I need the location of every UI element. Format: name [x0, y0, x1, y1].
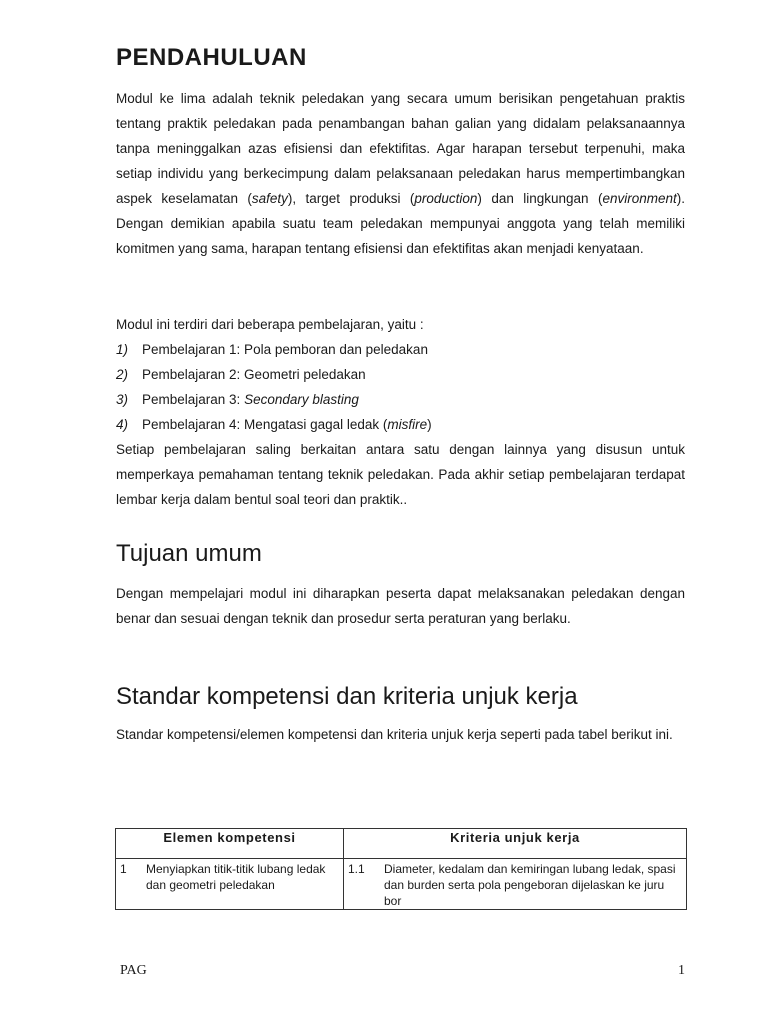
list-item-text: Pembelajaran 3:	[142, 392, 245, 407]
list-item-text: Pembelajaran 1: Pola pemboran dan peledakan	[142, 342, 428, 357]
kriteria-number: 1.1	[348, 862, 365, 876]
page-number: 1	[678, 963, 685, 978]
intro-paragraph	[116, 86, 685, 261]
list-item-number: 4)	[116, 417, 129, 432]
modules-closing: Setiap pembelajaran saling berkaitan antara satu dengan lainnya yang disusun untuk memperkaya pemahaman tentang teknik peledakan. Pada akhir setiap pembelajaran terdapat lembar kerja dalam bentul soal teori dan praktik..	[116, 442, 685, 507]
list-item	[116, 387, 685, 412]
table-header-elemen: Elemen kompetensi	[116, 829, 344, 859]
intro-environment: environment	[602, 191, 677, 206]
modules-lead: Modul ini terdiri dari beberapa pembelajaran, yaitu :	[116, 317, 424, 332]
elemen-text: Menyiapkan titik-titik lubang ledak dan geometri peledakan	[146, 862, 326, 892]
list-item-text: Pembelajaran 4: Mengatasi gagal ledak (	[142, 417, 388, 432]
list-item-text: Pembelajaran 2: Geometri peledakan	[142, 367, 366, 382]
list-item-emphasis: misfire	[387, 417, 428, 432]
list-item-number: 1)	[116, 342, 129, 357]
list-item-number: 2)	[116, 367, 129, 382]
intro-text-4: ). Dengan demikian apabila suatu team peledakan mempunyai anggota yang telah memiliki komitmen yang sama, harapan tentang efisiensi dan efektifitas akan menjadi kenyataan.	[116, 191, 685, 256]
table-cell-kriteria	[344, 859, 687, 910]
list-item-after: )	[427, 417, 432, 432]
elemen-number: 1	[120, 862, 127, 876]
intro-text-3: ) dan lingkungan (	[477, 191, 603, 206]
intro-safety: safety	[251, 191, 288, 206]
table-row	[116, 859, 687, 910]
intro-production: production	[414, 191, 478, 206]
tujuan-heading: Tujuan umum	[116, 540, 262, 567]
footer-left: PAG	[120, 963, 147, 978]
modules-list	[116, 337, 685, 437]
list-item	[116, 362, 685, 387]
standar-heading: Standar kompetensi dan kriteria unjuk kerja	[116, 683, 578, 710]
list-item	[116, 337, 685, 362]
kriteria-text: Diameter, kedalam dan kemiringan lubang ledak, spasi dan burden serta pola pengeboran dijelaskan ke juru bor	[384, 862, 676, 908]
list-item-emphasis: Secondary blasting	[244, 392, 359, 407]
competency-table	[115, 828, 687, 910]
table-cell-elemen	[116, 859, 344, 910]
list-item	[116, 412, 685, 437]
tujuan-text: Dengan mempelajari modul ini diharapkan peserta dapat melaksanakan peledakan dengan benar dan sesuai dengan teknik dan prosedur serta peraturan yang berlaku.	[116, 586, 685, 626]
intro-text-2: ), target produksi (	[287, 191, 415, 206]
standar-text: Standar kompetensi/elemen kompetensi dan kriteria unjuk kerja seperti pada tabel berikut ini.	[116, 727, 673, 742]
intro-text-1: Modul ke lima adalah teknik peledakan yang secara umum berisikan pengetahuan praktis tentang praktik peledakan pada penambangan bahan galian yang didalam pelaksanaannya tanpa meninggalkan azas efisiensi dan efektifitas. Agar harapan tersebut terpenuhi, maka setiap individu yang berkecimpung dalam pelaksanaan peledakan harus mempertimbangkan aspek keselamatan (	[116, 91, 685, 206]
table-header-kriteria: Kriteria unjuk kerja	[344, 829, 687, 859]
page-title: PENDAHULUAN	[116, 44, 307, 71]
list-item-number: 3)	[116, 392, 129, 407]
